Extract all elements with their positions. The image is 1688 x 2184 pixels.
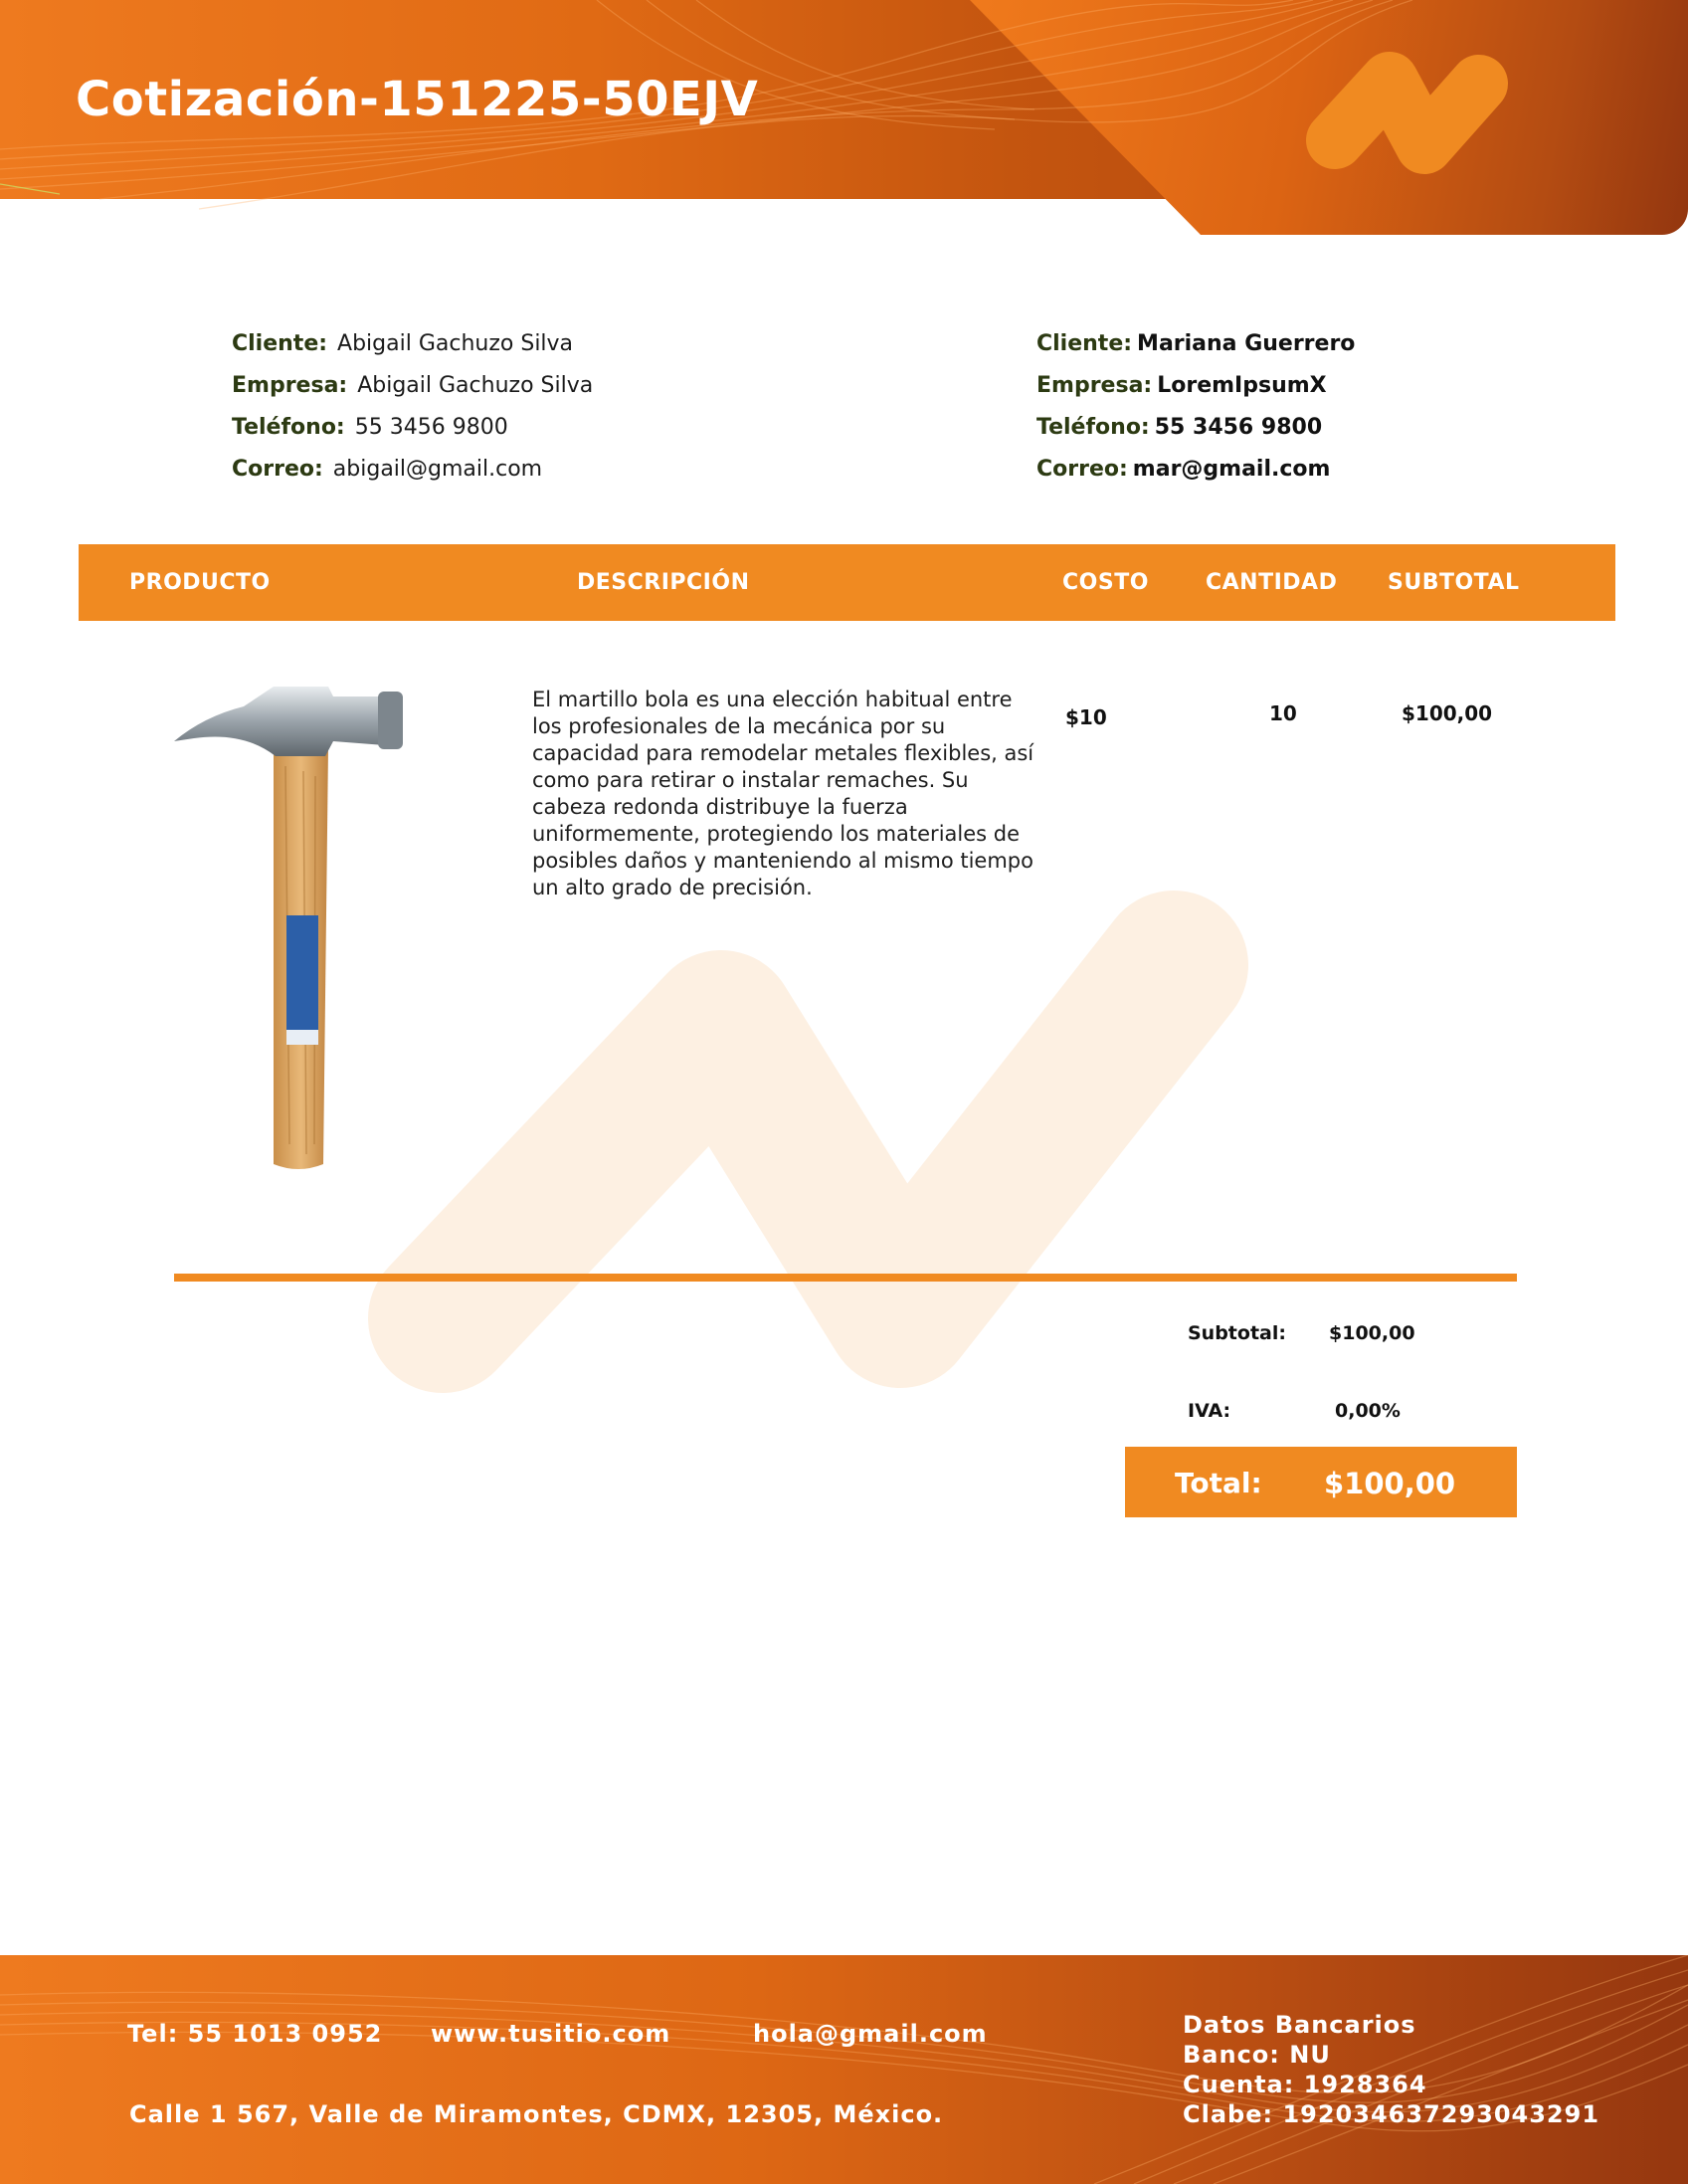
company-name: LoremIpsumX (1157, 373, 1327, 398)
bank-account: Cuenta: 1928364 (1183, 2071, 1427, 2098)
product-description: El martillo bola es una elección habitual entre los profesionales de la mecánica por su capacidad para remodelar metales flexibles, así como para retirar o instalar remaches. Su cabeza redonda distribuye la fuerza uniformemente, protegiendo los materiales de posibles daños y manteniendo al mismo tiempo un alto grado de precisión. (532, 688, 1034, 899)
product-subtotal: $100,00 (1402, 701, 1493, 725)
client-name-row (1036, 323, 1355, 365)
total-value: $100,00 (1324, 1467, 1456, 1500)
footer-address: Calle 1 567, Valle de Miramontes, CDMX, 12305, México. (129, 2100, 944, 2128)
total-label: Total: (1175, 1467, 1262, 1499)
subtotal-value: $100,00 (1329, 1322, 1415, 1344)
column-header-quantity: CANTIDAD (1206, 570, 1338, 595)
email-label: Correo: (232, 457, 323, 482)
phone-row (232, 407, 593, 449)
client-name: Abigail Gachuzo Silva (337, 331, 574, 356)
document-title: Cotización-151225-50EJV (76, 72, 759, 127)
company-row (232, 365, 593, 407)
company-row (1036, 365, 1355, 407)
email-value: abigail@gmail.com (332, 457, 543, 482)
phone-value: 55 3456 9800 (354, 415, 508, 440)
bank-name: Banco: NU (1183, 2041, 1331, 2069)
column-header-cost: COSTO (1062, 570, 1149, 595)
bank-title: Datos Bancarios (1183, 2011, 1416, 2039)
phone-row (1036, 407, 1355, 449)
email-row (232, 449, 593, 491)
client-info-right (1036, 323, 1355, 491)
phone-value: 55 3456 9800 (1154, 415, 1323, 440)
phone-label: Teléfono: (1036, 415, 1150, 440)
column-header-product: PRODUCTO (129, 570, 271, 595)
product-quantity: 10 (1269, 701, 1297, 725)
iva-value: 0,00% (1335, 1400, 1401, 1422)
company-name: Abigail Gachuzo Silva (357, 373, 594, 398)
client-label: Cliente: (232, 331, 328, 356)
company-label: Empresa: (1036, 373, 1153, 398)
email-row (1036, 449, 1355, 491)
footer-email-link[interactable]: hola@gmail.com (753, 2020, 988, 2048)
brand-n-logo-icon (1295, 46, 1512, 195)
subtotal-label: Subtotal: (1188, 1322, 1286, 1344)
footer-phone: Tel: 55 1013 0952 (127, 2020, 383, 2048)
iva-label: IVA: (1188, 1400, 1231, 1422)
footer-website-link[interactable]: www.tusitio.com (431, 2020, 671, 2048)
bank-clabe: Clabe: 192034637293043291 (1183, 2100, 1600, 2128)
total-box (1125, 1447, 1517, 1517)
client-name-row (232, 323, 593, 365)
bank-details (1183, 2010, 1599, 2129)
client-info-left (232, 323, 593, 491)
client-name: Mariana Guerrero (1137, 331, 1356, 356)
table-header (79, 544, 1615, 621)
table-divider (174, 1274, 1517, 1282)
company-label: Empresa: (232, 373, 348, 398)
claw-hammer-image (174, 677, 403, 1174)
product-cost: $10 (1065, 705, 1107, 729)
email-label: Correo: (1036, 457, 1128, 482)
email-value: mar@gmail.com (1132, 457, 1331, 482)
column-header-description: DESCRIPCIÓN (577, 570, 750, 595)
column-header-subtotal: SUBTOTAL (1388, 570, 1520, 595)
client-label: Cliente: (1036, 331, 1133, 356)
phone-label: Teléfono: (232, 415, 345, 440)
watermark-logo-icon (368, 856, 1278, 1398)
